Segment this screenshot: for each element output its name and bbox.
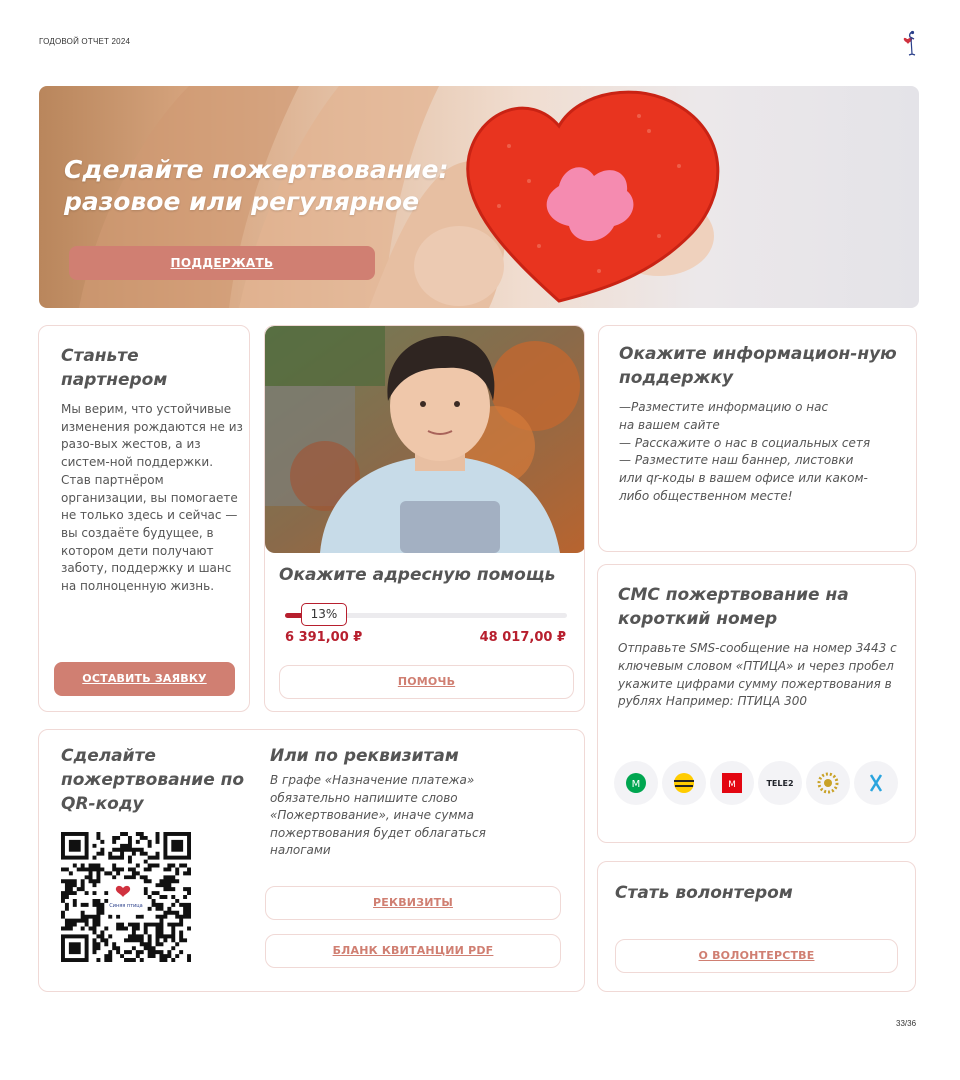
- hero-banner: [39, 86, 919, 308]
- svg-text:M: M: [728, 780, 736, 790]
- yota-icon: [854, 761, 898, 805]
- about-volunteering-button[interactable]: О ВОЛОНТЕРСТВЕ: [615, 939, 898, 973]
- partner-title: Станьте партнером: [61, 346, 168, 390]
- info-support-title: Окажите информацион-ную поддержку: [619, 344, 897, 388]
- page-number: 33/36: [896, 1019, 917, 1028]
- collected-amount: 6 391,00 ₽: [285, 630, 363, 645]
- requisites-text: В графе «Назначение платежа» обязательно напишите слово «Пожертвование», иначе сумма пожертвования будет облагаться налогами: [270, 773, 486, 858]
- qr-code[interactable]: [61, 832, 191, 962]
- goal-amount: 48 017,00 ₽: [479, 630, 566, 645]
- beeline-icon: [662, 761, 706, 805]
- help-button[interactable]: ПОМОЧЬ: [279, 665, 574, 699]
- volunteer-card: [597, 861, 916, 992]
- info-line: — Расскажите о нас в социальных сетя: [619, 435, 871, 450]
- sms-text: Отправьте SMS-сообщение на номер 3443 с ключевым словом «ПТИЦА» и через пробел укажите цифрами сумму пожертвования в рублях Например: ПТИЦА 300: [618, 641, 897, 709]
- targeted-help-title: Окажите адресную помощь: [279, 565, 556, 585]
- hero-title: Сделайте пожертвование: разовое или регулярное: [64, 155, 449, 216]
- megafon-icon: [614, 761, 658, 805]
- info-line: на вашем сайте: [619, 417, 720, 432]
- svg-text:M: M: [631, 779, 641, 790]
- sber-icon: [806, 761, 850, 805]
- sms-title: СМС пожертвование на короткий номер: [618, 585, 849, 629]
- boy-portrait-photo: [265, 326, 585, 553]
- partner-text: Мы верим, что устойчивые изменения рождаются не из разо-вых жестов, а из систем-ной поддержки. Став партнёром организации, вы помогаете не только здесь и сейчас — вы создаёте будущее, в котором дети получают заботу, поддержку и шанс на полноценную жизнь.: [61, 402, 243, 594]
- qr-donation-card: [38, 729, 585, 992]
- stork-logo-icon[interactable]: [900, 30, 922, 56]
- mts-icon: [710, 761, 754, 805]
- progress-percent-badge: 13%: [301, 603, 347, 626]
- report-title: ГОДОВОЙ ОТЧЕТ 2024: [39, 37, 131, 46]
- info-support-card: [598, 325, 917, 552]
- info-line: —Разместите информацию о нас: [619, 400, 829, 414]
- targeted-help-card: [264, 325, 585, 712]
- info-line: либо общественном месте!: [619, 488, 793, 503]
- leave-request-button[interactable]: ОСТАВИТЬ ЗАЯВКУ: [54, 662, 235, 696]
- requisites-button[interactable]: РЕКВИЗИТЫ: [265, 886, 561, 920]
- operator-logos: [614, 761, 904, 805]
- receipt-pdf-button[interactable]: БЛАНК КВИТАНЦИИ PDF: [265, 934, 561, 968]
- requisites-title: Или по реквизитам: [270, 746, 459, 766]
- support-button[interactable]: ПОДДЕРЖАТЬ: [69, 246, 375, 280]
- partner-card: [38, 325, 250, 712]
- qr-logo-text: Синяя птица: [109, 903, 143, 909]
- tele2-label: TELE2: [766, 779, 794, 788]
- sms-donation-card: [597, 564, 916, 843]
- info-line: или qr-коды в вашем офисе или каком-: [619, 471, 868, 486]
- qr-title: Сделайте пожертвование по QR-коду: [61, 746, 245, 814]
- info-support-list: [619, 399, 911, 506]
- info-line: — Разместите наш баннер, листовки: [619, 453, 854, 468]
- volunteer-title: Стать волонтером: [615, 883, 793, 903]
- tele2-icon: [758, 761, 802, 805]
